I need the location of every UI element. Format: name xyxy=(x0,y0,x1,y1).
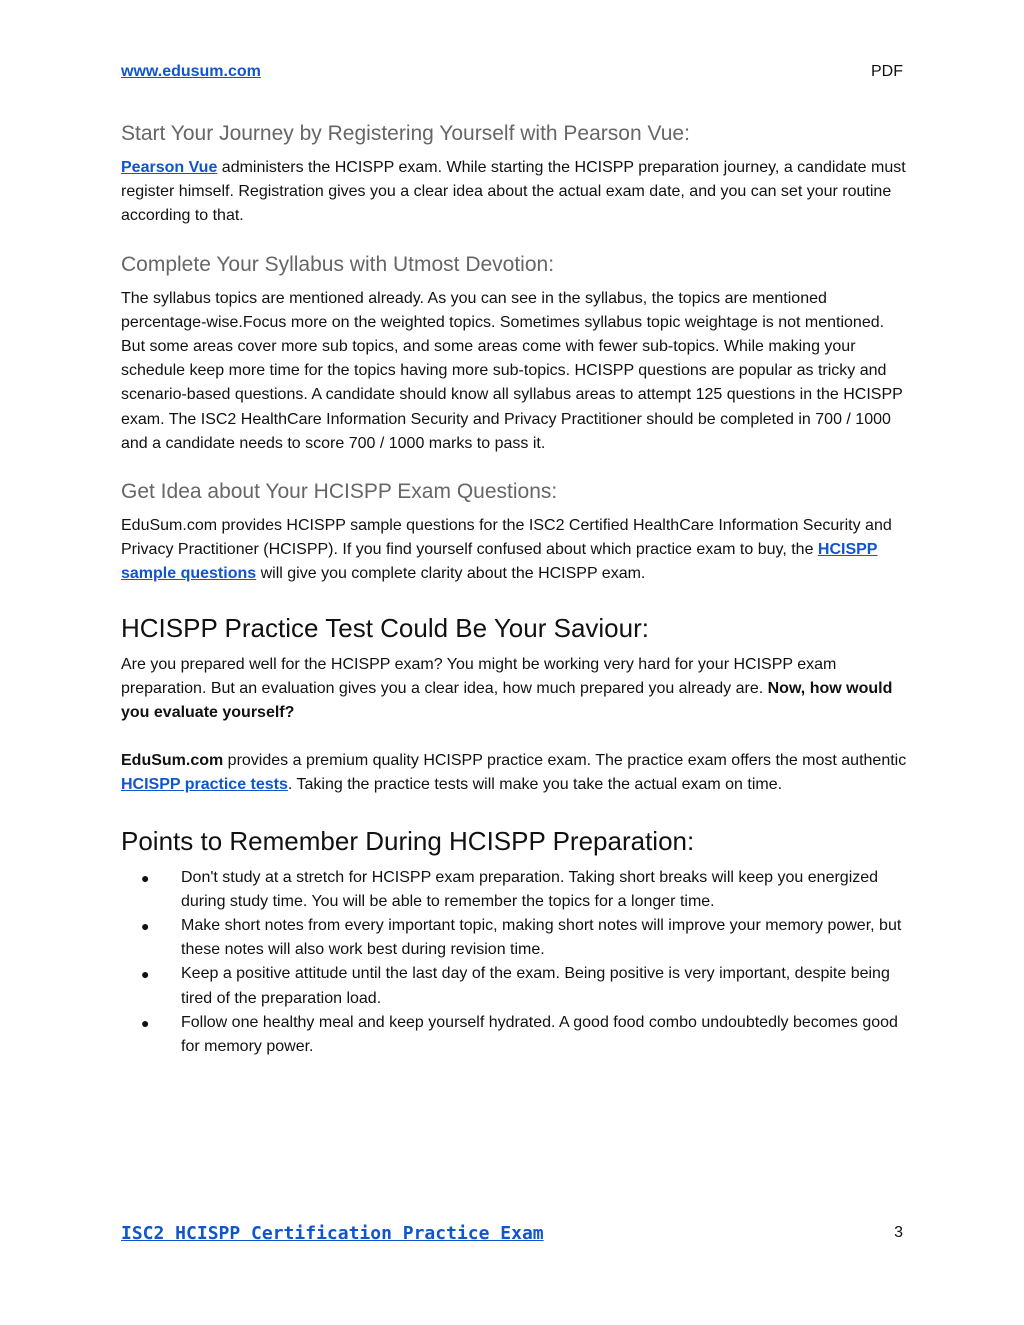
main-content xyxy=(121,120,911,1059)
paragraph-gap xyxy=(121,725,911,749)
practice-exam-link[interactable]: ISC2 HCISPP Certification Practice Exam xyxy=(121,1222,544,1244)
section-journey xyxy=(121,120,911,229)
list-item-text: Make short notes from every important topic, making short notes will improve your memory power, but these notes will also work best during revision time. xyxy=(181,917,902,959)
page-number: 3 xyxy=(894,1224,903,1241)
section-syllabus xyxy=(121,251,911,456)
section-questions xyxy=(121,478,911,587)
bold-brand: EduSum.com xyxy=(121,752,224,770)
paragraph-text: provides a premium quality HCISPP practice exam. The practice exam offers the most authentic xyxy=(223,752,907,770)
paragraph-text: Are you prepared well for the HCISPP exam? You might be working very hard for your HCISPP exam preparation. But an evaluation gives you a clear idea, how much prepared you already are. xyxy=(121,655,837,697)
section-paragraph xyxy=(121,653,911,726)
bullet-icon: ● xyxy=(141,1014,150,1031)
list-item xyxy=(121,866,911,914)
bullet-icon: ● xyxy=(141,966,150,983)
paragraph-text: will give you complete clarity about the HCISPP exam. xyxy=(256,565,646,583)
bullet-icon: ● xyxy=(141,869,150,886)
section-paragraph xyxy=(121,514,911,587)
list-item-text: Keep a positive attitude until the last day of the exam. Being positive is very important, despite being tired of the preparation load. xyxy=(181,965,890,1007)
section-heading: Points to Remember During HCISPP Preparation: xyxy=(121,825,695,856)
section-heading: Complete Your Syllabus with Utmost Devotion: xyxy=(121,252,555,276)
bold-question: Now, how would you evaluate yourself? xyxy=(121,679,893,722)
list-item-text: Don't study at a stretch for HCISPP exam preparation. Taking short breaks will keep you energized during study time. You will be able to remember the topics for a longer time. xyxy=(181,868,879,910)
section-paragraph xyxy=(121,156,911,229)
section-paragraph: The syllabus topics are mentioned already. As you can see in the syllabus, the topics are mentioned percentage-wise.Focus more on the weighted topics. Sometimes syllabus topic weightage is not mentioned. But some areas cover more sub topics, and some areas come with fewer sub-topics. While making your schedule keep more time for the topics having more sub-topics. HCISPP questions are popular as tricky and scenario-based questions. A candidate should know all syllabus areas to attempt 125 questions in the HCISPP exam. The ISC2 HealthCare Information Security and Privacy Practitioner should be completed in 700 / 1000 and a candidate needs to score 700 / 1000 marks to pass it. xyxy=(121,289,903,452)
section-heading: Get Idea about Your HCISPP Exam Questions: xyxy=(121,480,558,504)
section-heading: HCISPP Practice Test Could Be Your Saviour: xyxy=(121,612,649,643)
practice-tests-link[interactable]: HCISPP practice tests xyxy=(121,776,288,794)
list-item-text: Follow one healthy meal and keep yourself hydrated. A good food combo undoubtedly becomes good for memory power. xyxy=(181,1013,898,1056)
bullet-icon: ● xyxy=(141,918,150,935)
section-paragraph xyxy=(121,749,911,797)
section-heading: Start Your Journey by Registering Yourself with Pearson Vue: xyxy=(121,122,690,145)
paragraph-text: . Taking the practice tests will make you take the actual exam on time. xyxy=(287,776,783,794)
section-practice xyxy=(121,611,911,798)
paragraph-text: EduSum.com provides HCISPP sample questions for the ISC2 Certified HealthCare Information Security and Privacy Practitioner (HCISPP). If you find yourself confused about which practice exam to buy, the xyxy=(121,517,892,559)
page-header xyxy=(121,60,903,84)
list-item xyxy=(121,914,911,962)
page-footer xyxy=(121,1221,903,1245)
pearson-vue-link[interactable]: Pearson Vue xyxy=(121,159,218,176)
site-link[interactable]: www.edusum.com xyxy=(121,63,261,80)
list-item xyxy=(121,962,911,1010)
list-item xyxy=(121,1011,911,1059)
paragraph-text: administers the HCISPP exam. While starting the HCISPP preparation journey, a candidate must register himself. Registration gives you a clear idea about the actual exam date, and you can set your routine according to that. xyxy=(121,159,906,225)
points-list xyxy=(121,866,911,1060)
sample-questions-link[interactable]: HCISPP sample questions xyxy=(121,541,878,583)
section-points xyxy=(121,824,911,1060)
format-label: PDF xyxy=(871,63,903,80)
